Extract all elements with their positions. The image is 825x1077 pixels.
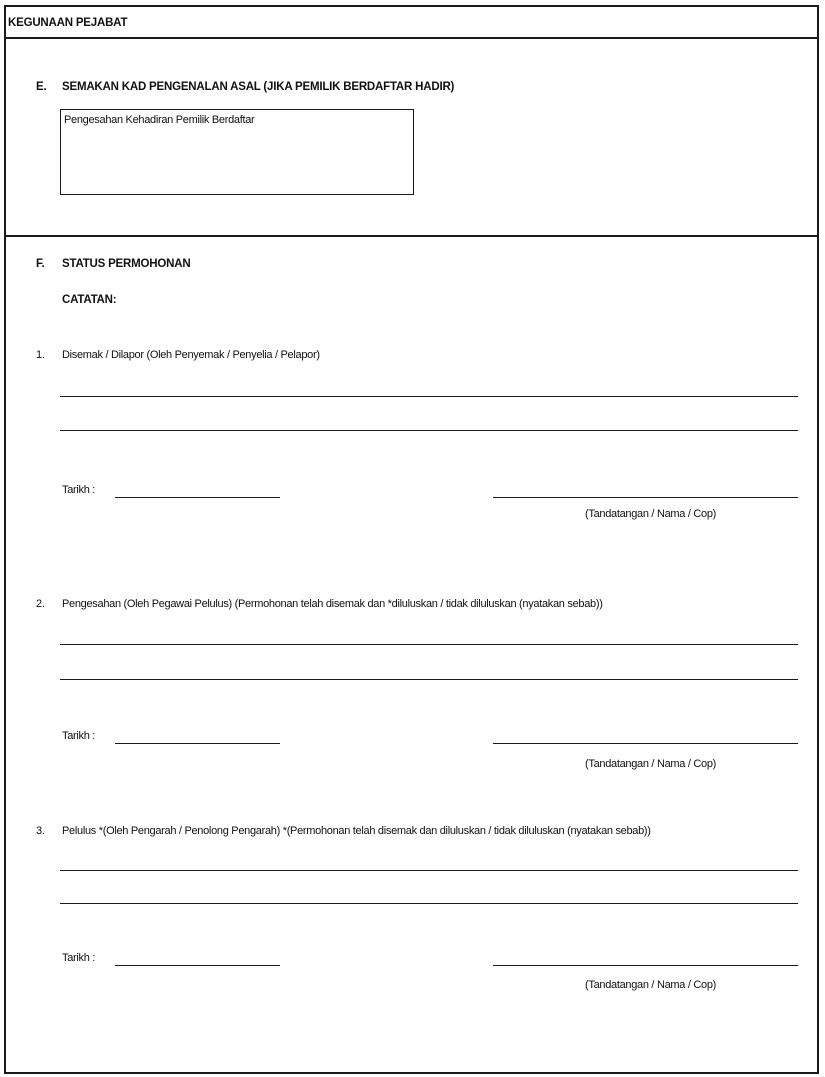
header-bar <box>6 7 817 39</box>
item-1-date-line[interactable] <box>115 497 280 498</box>
item-2-text: Pengesahan (Oleh Pegawai Pelulus) (Permohonan telah disemak dan *diluluskan / tidak diluluskan (nyatakan sebab)) <box>62 598 603 610</box>
item-3-signature-caption: (Tandatangan / Nama / Cop) <box>585 979 717 991</box>
item-2-date-label: Tarikh : <box>62 730 96 742</box>
item-3-note-line-1[interactable] <box>60 870 798 871</box>
item-2-date-line[interactable] <box>115 743 280 744</box>
section-e-title: SEMAKAN KAD PENGENALAN ASAL (JIKA PEMILIK BERDAFTAR HADIR) <box>62 81 455 93</box>
registered-owner-verification-box[interactable] <box>60 109 414 195</box>
section-divider <box>6 235 817 237</box>
item-3-number: 3. <box>36 825 45 837</box>
section-e-number: E. <box>36 81 47 93</box>
verification-box-label: Pengesahan Kehadiran Pemilik Berdaftar <box>64 114 255 126</box>
item-1-text: Disemak / Dilapor (Oleh Penyemak / Penyelia / Pelapor) <box>62 349 320 361</box>
section-f-number: F. <box>36 258 45 270</box>
item-2-signature-caption: (Tandatangan / Nama / Cop) <box>585 758 717 770</box>
item-2-signature-line[interactable] <box>493 743 798 744</box>
item-1-note-line-1[interactable] <box>60 396 798 397</box>
item-3-note-line-2[interactable] <box>60 903 798 904</box>
item-1-date-label: Tarikh : <box>62 484 96 496</box>
office-use-form <box>4 5 819 1074</box>
item-1-signature-line[interactable] <box>493 497 798 498</box>
item-1-note-line-2[interactable] <box>60 430 798 431</box>
item-2-number: 2. <box>36 598 45 610</box>
section-f-title: STATUS PERMOHONAN <box>62 258 191 270</box>
item-2-note-line-1[interactable] <box>60 644 798 645</box>
item-3-date-label: Tarikh : <box>62 952 96 964</box>
form-header-title: KEGUNAAN PEJABAT <box>8 17 128 29</box>
notes-label: CATATAN: <box>62 294 117 306</box>
item-3-date-line[interactable] <box>115 965 280 966</box>
item-3-signature-line[interactable] <box>493 965 798 966</box>
item-2-note-line-2[interactable] <box>60 679 798 680</box>
item-1-signature-caption: (Tandatangan / Nama / Cop) <box>585 508 717 520</box>
item-1-number: 1. <box>36 349 45 361</box>
item-3-text: Pelulus *(Oleh Pengarah / Penolong Pengarah) *(Permohonan telah disemak dan diluluskan / tidak diluluskan (nyatakan sebab)) <box>62 825 651 837</box>
